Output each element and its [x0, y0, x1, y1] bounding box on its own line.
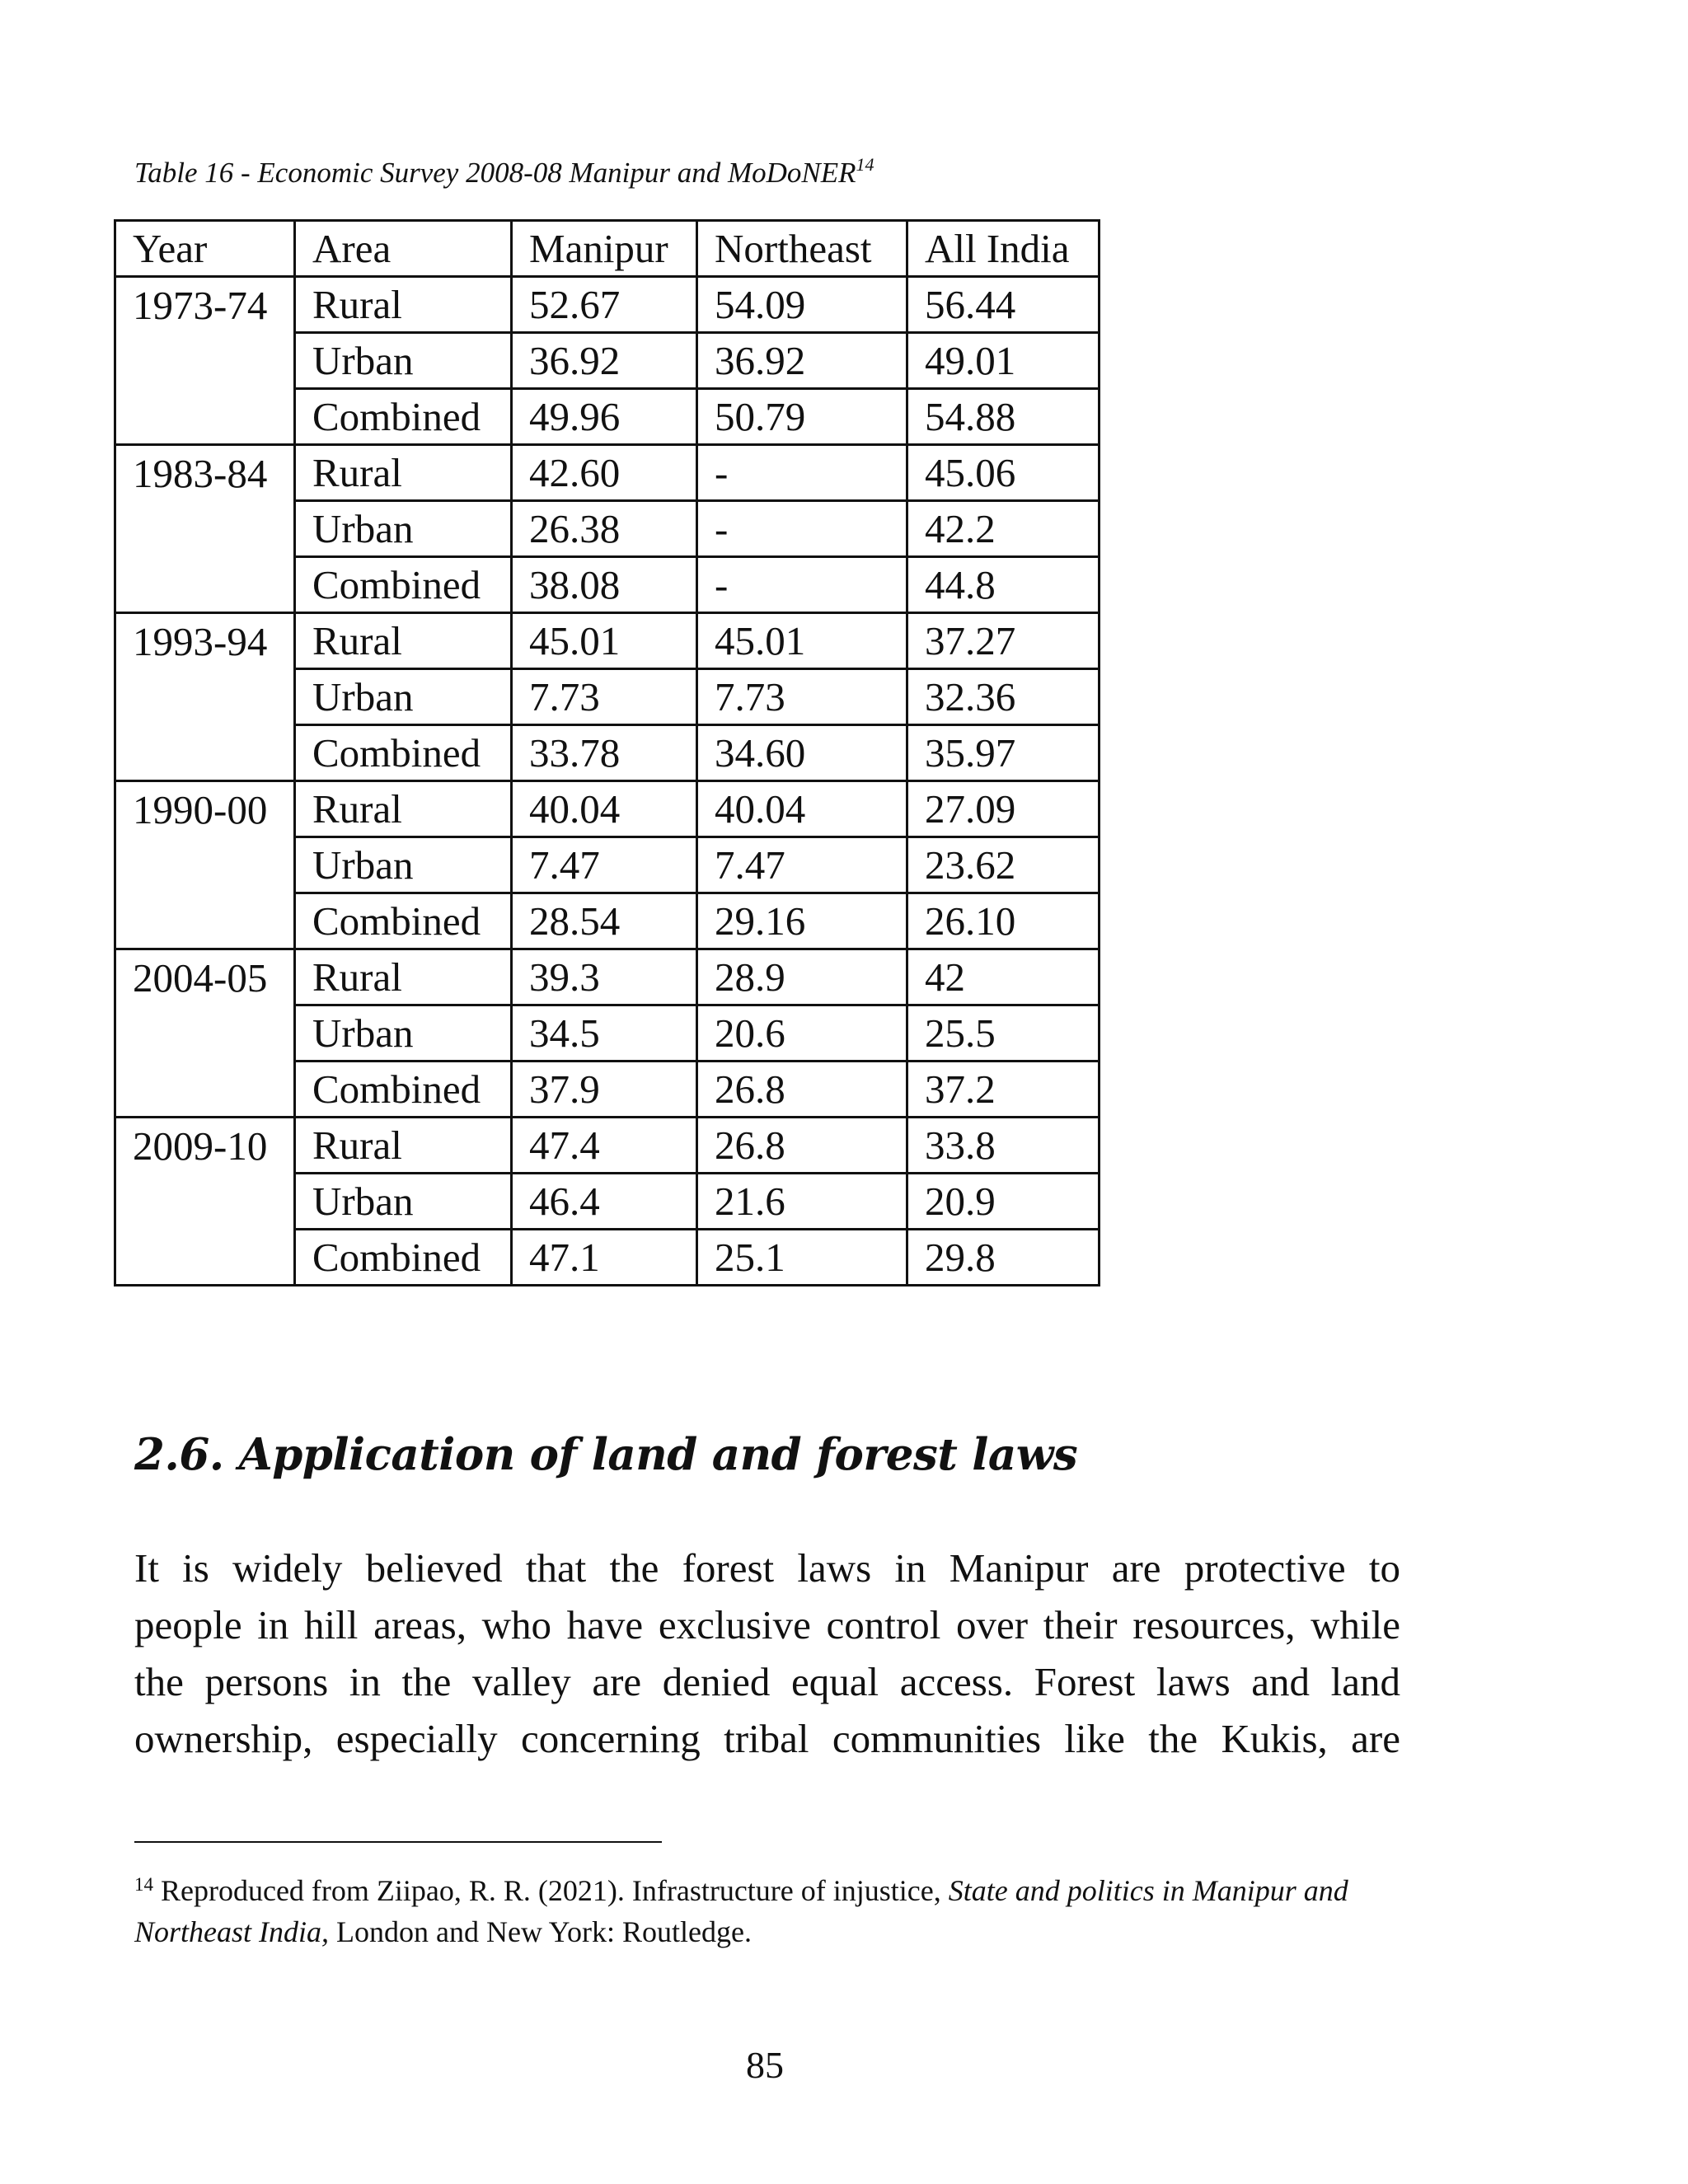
cell-all-india: 56.44	[907, 277, 1100, 333]
cell-manipur: 26.38	[512, 501, 697, 557]
footnote-title: State and politics in Manipur and Northeast India,	[134, 1874, 1348, 1948]
cell-all-india: 42	[907, 949, 1100, 1005]
cell-all-india: 25.5	[907, 1005, 1100, 1062]
cell-year: 1983-84	[115, 445, 295, 613]
cell-all-india: 33.8	[907, 1118, 1100, 1174]
cell-all-india: 49.01	[907, 333, 1100, 389]
cell-northeast: 50.79	[697, 389, 907, 445]
paragraph-line: It is widely believed that the forest laws in Manipur are protective to	[134, 1545, 1400, 1591]
cell-manipur: 7.47	[512, 837, 697, 893]
cell-year: 1973-74	[115, 277, 295, 445]
cell-all-india: 44.8	[907, 557, 1100, 613]
footnote-text: Reproduced from Ziipao, R. R. (2021). Infrastructure of injustice,	[153, 1874, 949, 1907]
table-row	[115, 277, 1100, 333]
cell-all-india: 32.36	[907, 669, 1100, 725]
cell-manipur: 7.73	[512, 669, 697, 725]
cell-manipur: 49.96	[512, 389, 697, 445]
paragraph-line: ownership, especially concerning tribal communities like the Kukis, are	[134, 1716, 1400, 1761]
cell-all-india: 42.2	[907, 501, 1100, 557]
cell-northeast: 26.8	[697, 1118, 907, 1174]
cell-year: 2009-10	[115, 1118, 295, 1286]
cell-all-india: 37.27	[907, 613, 1100, 669]
cell-northeast: 36.92	[697, 333, 907, 389]
cell-manipur: 37.9	[512, 1062, 697, 1118]
cell-area: Urban	[295, 669, 512, 725]
cell-northeast: 21.6	[697, 1174, 907, 1230]
table-caption	[134, 147, 874, 191]
cell-manipur: 47.4	[512, 1118, 697, 1174]
cell-area: Combined	[295, 389, 512, 445]
cell-area: Urban	[295, 501, 512, 557]
cell-all-india: 27.09	[907, 781, 1100, 837]
cell-all-india: 37.2	[907, 1062, 1100, 1118]
table-row	[115, 949, 1100, 1005]
footnote-publisher: London and New York: Routledge.	[329, 1915, 752, 1948]
cell-area: Urban	[295, 1174, 512, 1230]
table-row	[115, 445, 1100, 501]
cell-all-india: 54.88	[907, 389, 1100, 445]
header-manipur: Manipur	[512, 221, 697, 277]
cell-area: Combined	[295, 1062, 512, 1118]
footnote-divider	[134, 1841, 662, 1843]
cell-manipur: 46.4	[512, 1174, 697, 1230]
cell-manipur: 52.67	[512, 277, 697, 333]
footnote-number: 14	[134, 1874, 153, 1895]
header-area: Area	[295, 221, 512, 277]
table-body	[115, 277, 1100, 1286]
cell-northeast: -	[697, 501, 907, 557]
cell-area: Urban	[295, 333, 512, 389]
cell-area: Combined	[295, 557, 512, 613]
cell-area: Rural	[295, 277, 512, 333]
cell-area: Urban	[295, 1005, 512, 1062]
cell-manipur: 34.5	[512, 1005, 697, 1062]
cell-northeast: 26.8	[697, 1062, 907, 1118]
cell-manipur: 47.1	[512, 1230, 697, 1286]
cell-northeast: 45.01	[697, 613, 907, 669]
paragraph-line: people in hill areas, who have exclusive control over their resources, while	[134, 1602, 1400, 1647]
cell-northeast: 28.9	[697, 949, 907, 1005]
cell-area: Combined	[295, 1230, 512, 1286]
cell-all-india: 45.06	[907, 445, 1100, 501]
poverty-table	[114, 219, 1100, 1286]
cell-northeast: 34.60	[697, 725, 907, 781]
cell-manipur: 39.3	[512, 949, 697, 1005]
footnote-ref: 14	[856, 154, 874, 175]
paragraph-line: the persons in the valley are denied equal access. Forest laws and land	[134, 1659, 1400, 1704]
cell-manipur: 28.54	[512, 893, 697, 949]
cell-northeast: 7.47	[697, 837, 907, 893]
cell-all-india: 29.8	[907, 1230, 1100, 1286]
cell-northeast: -	[697, 557, 907, 613]
cell-northeast: -	[697, 445, 907, 501]
cell-manipur: 36.92	[512, 333, 697, 389]
cell-manipur: 33.78	[512, 725, 697, 781]
cell-manipur: 38.08	[512, 557, 697, 613]
cell-northeast: 54.09	[697, 277, 907, 333]
cell-all-india: 35.97	[907, 725, 1100, 781]
table-header-row	[115, 221, 1100, 277]
cell-all-india: 26.10	[907, 893, 1100, 949]
table-row	[115, 1118, 1100, 1174]
table-row	[115, 781, 1100, 837]
page-number: 85	[746, 2044, 784, 2086]
cell-manipur: 40.04	[512, 781, 697, 837]
table-caption-text: Table 16 - Economic Survey 2008-08 Manipur and MoDoNER	[134, 157, 856, 189]
cell-manipur: 45.01	[512, 613, 697, 669]
cell-manipur: 42.60	[512, 445, 697, 501]
footnote	[134, 1864, 1420, 1952]
cell-area: Rural	[295, 949, 512, 1005]
cell-northeast: 40.04	[697, 781, 907, 837]
cell-area: Combined	[295, 725, 512, 781]
header-year: Year	[115, 221, 295, 277]
cell-area: Rural	[295, 445, 512, 501]
cell-area: Rural	[295, 1118, 512, 1174]
cell-area: Urban	[295, 837, 512, 893]
cell-northeast: 20.6	[697, 1005, 907, 1062]
cell-area: Rural	[295, 781, 512, 837]
section-heading: 2.6. Application of land and forest laws	[134, 1429, 1078, 1480]
cell-northeast: 7.73	[697, 669, 907, 725]
cell-all-india: 20.9	[907, 1174, 1100, 1230]
header-all-india: All India	[907, 221, 1100, 277]
table-row	[115, 613, 1100, 669]
cell-year: 1990-00	[115, 781, 295, 949]
cell-northeast: 29.16	[697, 893, 907, 949]
header-northeast: Northeast	[697, 221, 907, 277]
cell-all-india: 23.62	[907, 837, 1100, 893]
cell-area: Rural	[295, 613, 512, 669]
cell-area: Combined	[295, 893, 512, 949]
cell-year: 2004-05	[115, 949, 295, 1118]
cell-northeast: 25.1	[697, 1230, 907, 1286]
body-paragraph	[134, 1540, 1400, 1767]
cell-year: 1993-94	[115, 613, 295, 781]
